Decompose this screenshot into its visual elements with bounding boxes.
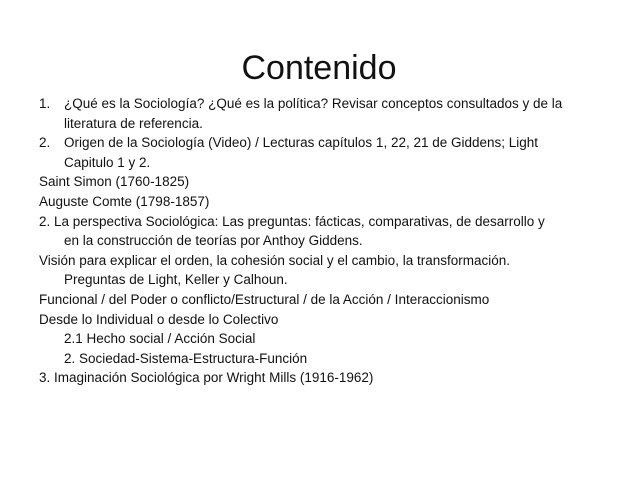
content-line-1 bbox=[39, 94, 609, 114]
line-text: 3. Imaginación Sociológica por Wright Mills (1916-1962) bbox=[39, 370, 374, 386]
line-text: Desde lo Individual o desde lo Colectivo bbox=[39, 311, 279, 327]
content-line-4 bbox=[39, 153, 609, 173]
line-text: 2. Sociedad-Sistema-Estructura-Función bbox=[64, 350, 308, 366]
line-text: 2. La perspectiva Sociológica: Las preguntas: fácticas, comparativas, de desarrollo y bbox=[39, 213, 545, 229]
content-line-2 bbox=[39, 114, 609, 134]
line-text: 2.1 Hecho social / Acción Social bbox=[64, 331, 256, 347]
content-line-8 bbox=[39, 231, 609, 251]
content-line-15 bbox=[39, 368, 609, 388]
content-line-12 bbox=[39, 310, 609, 330]
list-number: 1. bbox=[39, 96, 51, 111]
content-line-9 bbox=[39, 251, 609, 271]
content-line-11 bbox=[39, 290, 609, 310]
line-text: Capitulo 1 y 2. bbox=[64, 154, 151, 170]
content-list bbox=[39, 94, 609, 388]
line-text: Funcional / del Poder o conflicto/Estructural / de la Acción / Interaccionismo bbox=[39, 291, 490, 307]
content-line-10 bbox=[39, 270, 609, 290]
content-line-7 bbox=[39, 212, 609, 232]
slide-title: Contenido bbox=[241, 49, 397, 87]
line-text: Visión para explicar el orden, la cohesión social y el cambio, la transformación. bbox=[39, 252, 510, 268]
line-text: literatura de referencia. bbox=[64, 115, 203, 131]
content-line-14 bbox=[39, 349, 609, 369]
line-text: en la construcción de teorías por Anthoy Giddens. bbox=[64, 233, 363, 249]
content-line-13 bbox=[39, 329, 609, 349]
content-line-5 bbox=[39, 172, 609, 192]
line-text: Preguntas de Light, Keller y Calhoun. bbox=[64, 272, 288, 288]
content-line-6 bbox=[39, 192, 609, 212]
content-line-3 bbox=[39, 133, 609, 153]
line-text: Saint Simon (1760-1825) bbox=[39, 174, 190, 190]
line-text: Auguste Comte (1798-1857) bbox=[39, 193, 210, 209]
list-number: 2. bbox=[39, 135, 51, 151]
line-text: Origen de la Sociología (Video) / Lecturas capítulos 1, 22, 21 de Giddens; Light bbox=[64, 135, 539, 151]
line-text: ¿Qué es la Sociología? ¿Qué es la política? Revisar conceptos consultados y de la bbox=[64, 96, 563, 111]
